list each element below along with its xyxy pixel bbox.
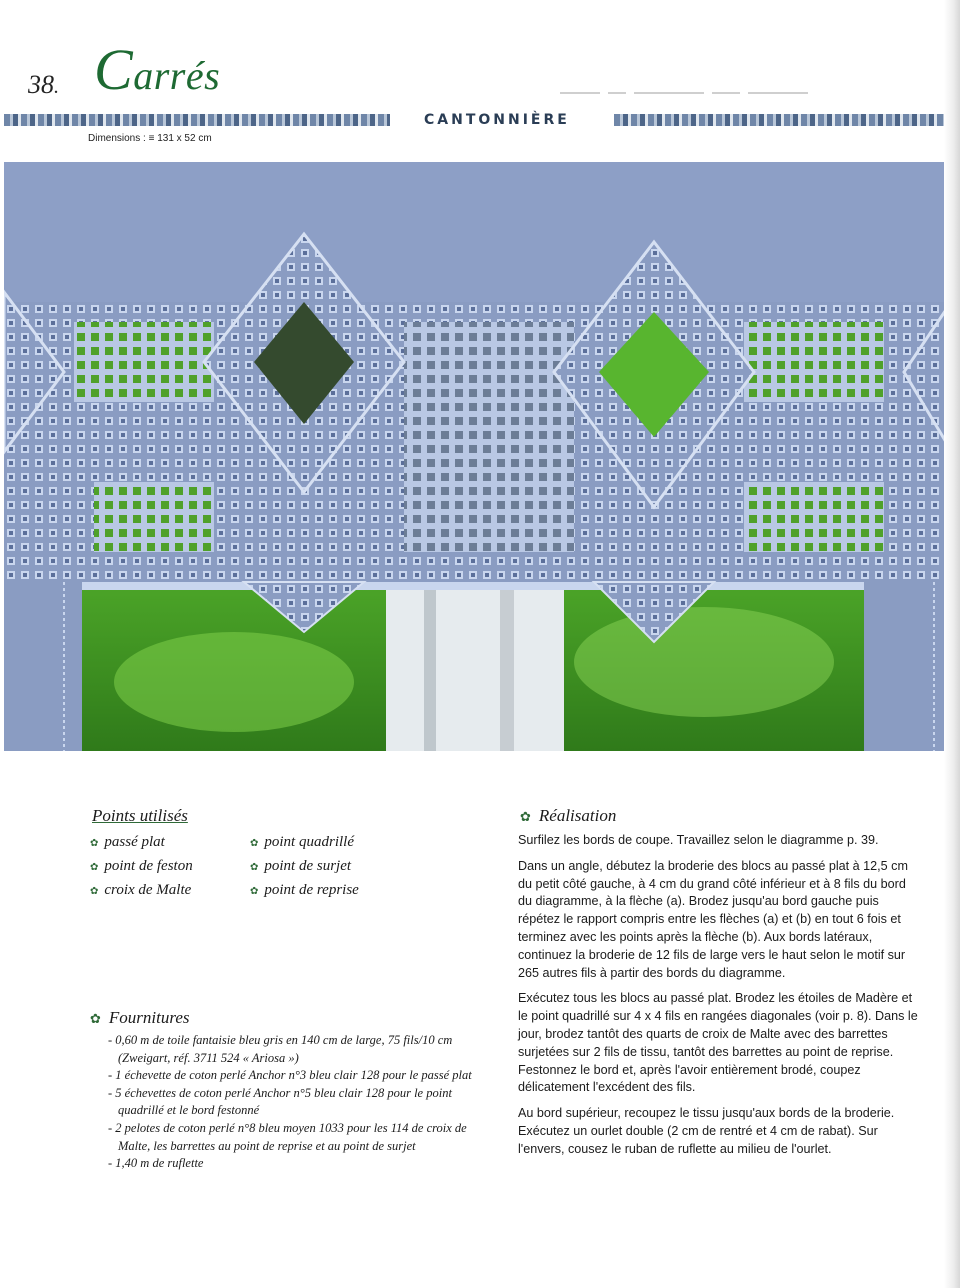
realisation-text bbox=[518, 832, 918, 1167]
title-rest: arrés bbox=[133, 53, 221, 98]
flower-icon: ✿ bbox=[90, 1012, 101, 1027]
realisation-paragraph: Exécutez tous les blocs au passé plat. Brodez les étoiles de Madère et le point quadrillé sur 4 x 4 fils en rangées diagonales (voir p. 8). Dans le jour, brodez tantôt des quarts de croix de Malte avec des barrettes surjetées sur 2 fils de tissu, tantôt des barrettes au point de reprise. Festonnez le bord et, après l'avoir entièrement brodé, coupez délicatement l'excédent des fils. bbox=[518, 991, 918, 1095]
header-band-right bbox=[614, 114, 956, 126]
realisation-paragraph: Dans un angle, débutez la broderie des blocs au passé plat à 12,5 cm du petit côté gauche, à 4 cm du grand côté inférieur et à 8 fils du bord du diagramme, à la flèche (a). Brodez jusqu'au bord gauche puis répétez le rapport compris entre les flèches (a) et (b) en tout 6 fois et terminez avec les points après la flèche (b). Aux bords latéraux, continuez la broderie de 12 fils de large vers le haut selon le motif sur 265 autres fils à partir des bords du diagramme. bbox=[518, 858, 908, 980]
supply-item: - 0,60 m de toile fantaisie bleu gris en 140 cm de large, 75 fils/10 cm (Zweigart, réf. 3711 524 « Ariosa ») bbox=[108, 1033, 453, 1065]
realisation-paragraph: Surfilez les bords de coupe. Travaillez selon le diagramme p. 39. bbox=[518, 833, 879, 847]
flower-icon: ✿ bbox=[520, 810, 531, 825]
supply-item: - 1,40 m de ruflette bbox=[108, 1156, 204, 1171]
page-title bbox=[94, 36, 220, 103]
page-number: 38. bbox=[28, 70, 59, 99]
supply-item: - 5 échevettes de coton perlé Anchor n°5 bleu clair 128 pour le point quadrillé et le bord festonné bbox=[108, 1085, 452, 1118]
realisation-paragraph: Au bord supérieur, recoupez le tissu jusqu'aux bords de la broderie. Exécutez un ourlet double (2 cm de rentré et 4 cm de rabat). Sur l'envers, cousez le ruban de ruflette au milieu de l'ourlet. bbox=[518, 1106, 895, 1156]
flower-icon: ✿ bbox=[90, 838, 99, 849]
points-title: Points utilisés bbox=[92, 806, 188, 825]
point-item: ✿ point de feston bbox=[90, 858, 193, 874]
flower-icon: ✿ bbox=[250, 886, 259, 897]
point-item: ✿ passé plat bbox=[90, 834, 165, 850]
page-edge-shadow bbox=[944, 0, 960, 1288]
section-label: CANTONNIÈRE bbox=[424, 112, 570, 128]
supply-item: - 1 échevette de coton perlé Anchor n°3 bleu clair 128 pour le passé plat bbox=[108, 1068, 472, 1083]
valance-photo bbox=[4, 162, 958, 751]
point-item: ✿ point de surjet bbox=[250, 858, 352, 874]
flower-icon: ✿ bbox=[90, 862, 99, 873]
header-decoration bbox=[560, 84, 860, 92]
flower-icon: ✿ bbox=[250, 838, 259, 849]
flower-icon: ✿ bbox=[90, 886, 99, 897]
point-item: ✿ point de reprise bbox=[250, 882, 359, 898]
header-band-left bbox=[4, 114, 390, 126]
point-item: ✿ point quadrillé bbox=[250, 834, 354, 850]
dimensions: Dimensions : ≡ 131 x 52 cm bbox=[88, 133, 212, 144]
supplies-title: ✿ Fournitures bbox=[90, 1008, 190, 1027]
supplies-list bbox=[108, 1032, 478, 1173]
point-item: ✿ croix de Malte bbox=[90, 882, 192, 898]
realisation-title: ✿ Réalisation bbox=[520, 806, 617, 825]
supply-item: - 2 pelotes de coton perlé n°8 bleu moyen 1033 pour les 114 de croix de Malte, les barrettes au point de reprise et au point de surjet bbox=[108, 1120, 467, 1153]
title-initial: C bbox=[94, 37, 134, 102]
flower-icon: ✿ bbox=[250, 862, 259, 873]
